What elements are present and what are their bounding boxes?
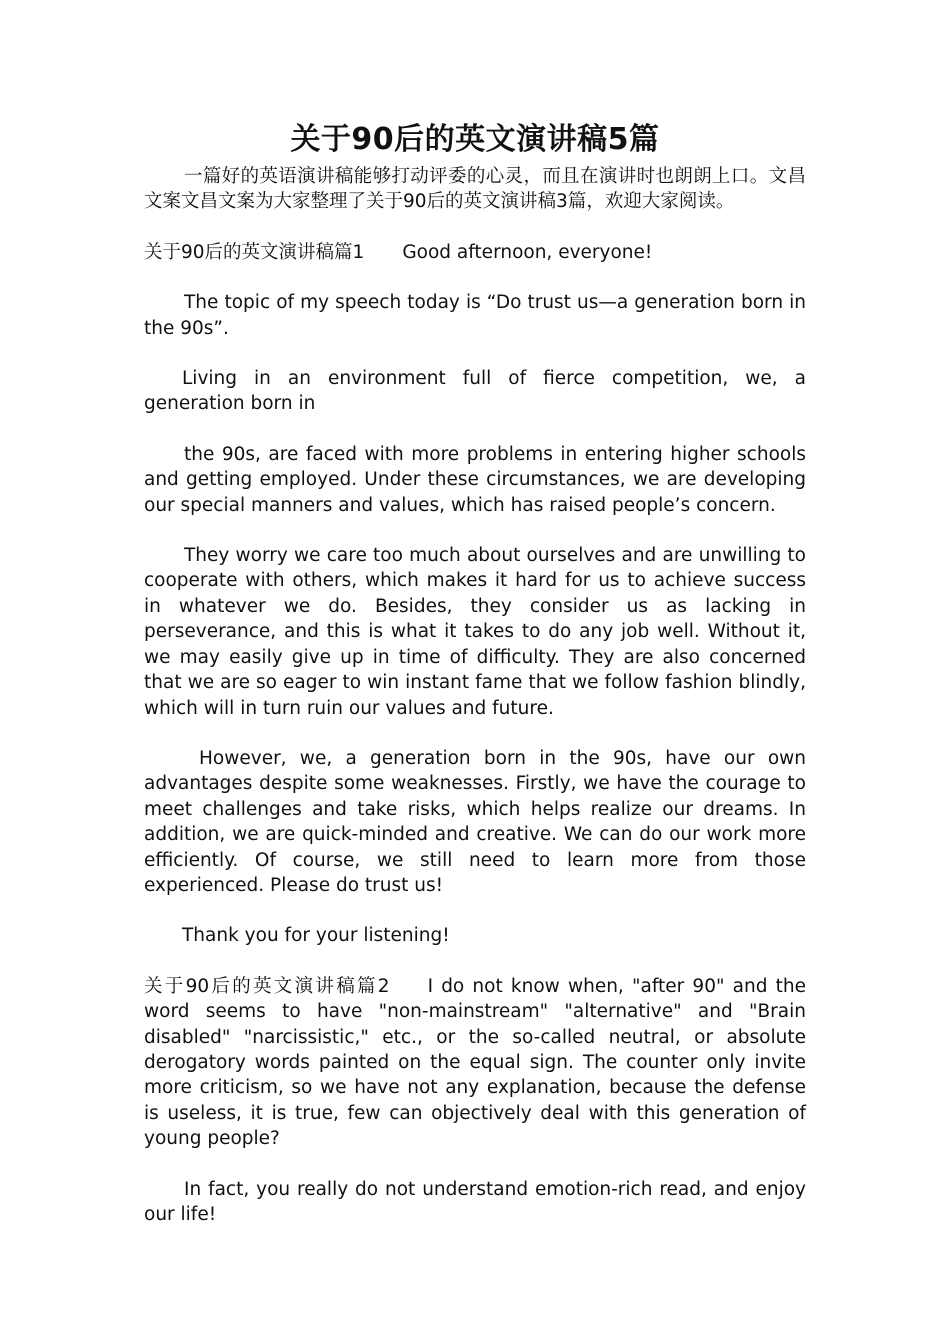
- section-1-opening: [144, 240, 806, 265]
- section-1-paragraph: The topic of my speech today is “Do trust us—a generation born in the 90s”.: [144, 292, 806, 339]
- intro-paragraph: 一篇好的英语演讲稿能够打动评委的心灵，而且在演讲时也朗朗上口。文昌文案文昌文案为大家整理了关于90后的英文演讲稿3篇，欢迎大家阅读。: [144, 166, 806, 213]
- section-1-closing: Thank you for your listening!: [182, 925, 450, 947]
- section-1-paragraph: the 90s, are faced with more problems in entering higher schools and getting employed. Under these circumstances, we are developing our special manners and values, which has raised people’s concern.: [144, 443, 806, 516]
- document-page: [144, 118, 806, 1227]
- section-1-paragraph: However, we, a generation born in the 90s, have our own advantages despite some weaknesses. Firstly, we have the courage to meet challenges and take risks, which helps realize our dreams. In addition, we are quick-minded and creative. We can do our work more efficiently. Of course, we still need to learn more from those experienced. Please do trust us!: [144, 747, 806, 896]
- section-1-paragraph: Living in an environment full of fierce competition, we, a generation born in: [144, 368, 806, 415]
- section-2-heading: 关于90后的英文演讲稿篇2: [144, 975, 390, 997]
- section-2-paragraph: In fact, you really do not understand emotion-rich read, and enjoy our life!: [144, 1178, 806, 1225]
- document-title: 关于90后的英文演讲稿5篇: [290, 122, 660, 157]
- section-1-heading: 关于90后的英文演讲稿篇1: [144, 241, 365, 263]
- section-2-opening: [144, 974, 806, 1152]
- section-2-first-paragraph: I do not know when, "after 90" and the word seems to have "non-mainstream" "alternative" and "Brain disabled" "narcissistic," etc., or the so-called neutral, or absolute derogatory words painted on the equal sign. The counter only invite more criticism, so we have not any explanation, because the defense is useless, it is true, few can objectively deal with this generation of young people?: [144, 975, 806, 1150]
- section-1-greeting: Good afternoon, everyone!: [402, 241, 653, 263]
- section-1-paragraph: They worry we care too much about ourselves and are unwilling to cooperate with others, which makes it hard for us to achieve success in whatever we do. Besides, they consider us as lacking in perseverance, and this is what it takes to do any job well. Without it, we may easily give up in time of difficulty. They are also concerned that we are so eager to win instant fame that we follow fashion blindly, which will in turn ruin our values and future.: [144, 545, 806, 719]
